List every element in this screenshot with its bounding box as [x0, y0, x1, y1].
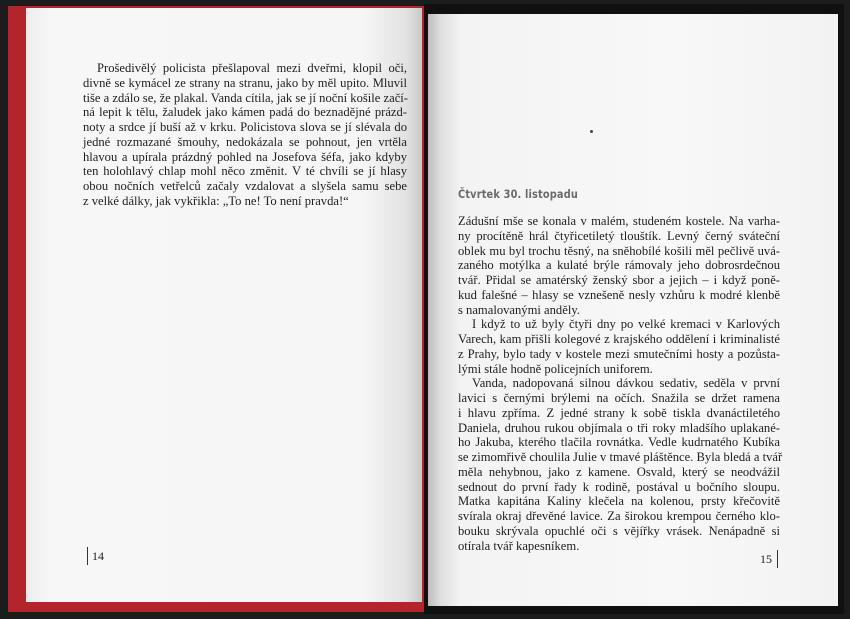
text-line: Daniela, druhou rukou objímala o tři roky mladšího uplakané-	[458, 420, 780, 435]
left-page-body	[83, 61, 407, 209]
text-line: ho Jakuba, kterého tlačila rovnátka. Vedle kudrnatého Kubíka	[458, 435, 780, 450]
left-page-number: 14	[92, 549, 104, 563]
text-line: lými stále hodně policejních uniforem.	[458, 361, 653, 376]
text-line: lavici s černými brýlemi na očích. Snažila se držet ramena	[458, 391, 780, 405]
text-line: ná lepit k tělu, žaludek jako kámen padá do beznadějné prázd-	[83, 105, 407, 120]
text-line: bouku skrývala opuchlé oči s vějířky vrásek. Nenápadně si	[458, 523, 780, 538]
text-line: měla nehybnou, jako z kamene. Osvald, který se neodvážil	[458, 464, 780, 479]
text-line: Prošedivělý policista přešlapoval mezi dveřmi, klopil oči,	[97, 61, 407, 75]
right-page-number: 15	[760, 552, 772, 566]
text-line: zaného motýlka a kulaté brýle rámovaly jeho dobrosrdečnou	[458, 258, 780, 273]
text-line: jedné rozmazané šmouhy, nedokázala se pohnout, jen vrtěla	[83, 134, 407, 149]
page-number-rule	[87, 547, 88, 565]
text-line: Varech, kam přišli kolegové z krajského oddělení i kriminalisté	[458, 332, 780, 346]
text-line: s namalovanými anděly.	[458, 302, 580, 317]
text-line: hlavou a upírala prázdný pohled na Josefova šéfa, jako kdyby	[83, 149, 407, 164]
text-line: oblek mu byl trochu těsný, na sněhobílé košili měl pečlivě uvá-	[458, 243, 780, 258]
text-line: tvář. Přidal se amatérský ženský sbor a jejich – i když poně-	[458, 273, 780, 287]
text-line: divně se kymácel ze strany na stranu, jako by měl upito. Mluvil	[83, 75, 407, 90]
text-line: tiše a zdálo se, že plakal. Vanda cítila, jak se jí noční košile začí-	[83, 90, 408, 105]
chapter-heading: Čtvrtek 30. listopadu	[458, 187, 578, 201]
text-line: sednout do první řady k rodině, postával u bočního sloupu.	[458, 479, 780, 494]
text-line: svírala okraj dřevěné lavice. Za širokou krempou černého klo-	[458, 509, 780, 523]
page-number-rule	[777, 550, 778, 568]
text-line: Zádušní mše se konala v malém, studeném kostele. Na varha-	[458, 214, 780, 228]
text-line: kud falešné – hlasy se vznešeně nesly vzhůru k modré klenbě	[458, 287, 780, 302]
text-line: Matka kapitána Kaliny klečela na kolenou, prsty křečovitě	[458, 494, 780, 509]
text-line: ny procítěně hrál čtyřicetiletý tlouštík. Levný černý sváteční	[458, 228, 780, 243]
text-line: ten holohlavý chlap mohl něco změnit. V té chvíli se jí hlasy	[83, 164, 407, 179]
scan-speck	[590, 130, 593, 133]
text-line: Vanda, nadopovaná silnou dávkou sedativ, seděla v první	[472, 376, 780, 391]
text-line: obou nočních vetřelců začaly vzdalovat a slyšela samu sebe	[83, 179, 407, 193]
text-line: noty a srdce jí buší až v krku. Policistova slova se jí slévala do	[83, 120, 407, 134]
text-line: I když to už byly čtyři dny po velké kremaci v Karlových	[472, 317, 780, 332]
text-line: z velké dálky, jak vykřikla: „To ne! To není pravda!“	[83, 193, 349, 208]
text-line: z Prahy, bylo tady v kostele mezi smutečními hosty a pozůsta-	[458, 346, 780, 361]
text-line: i hlavu zpříma. Z jedné strany k sobě tiskla dvanáctiletého	[458, 405, 780, 420]
right-page-body	[458, 214, 783, 553]
text-line: se zimomřivě choulila Julie v tmavé pláštěnce. Byla bledá a tvář	[458, 450, 783, 464]
text-line: otírala tvář kapesníkem.	[458, 538, 580, 553]
